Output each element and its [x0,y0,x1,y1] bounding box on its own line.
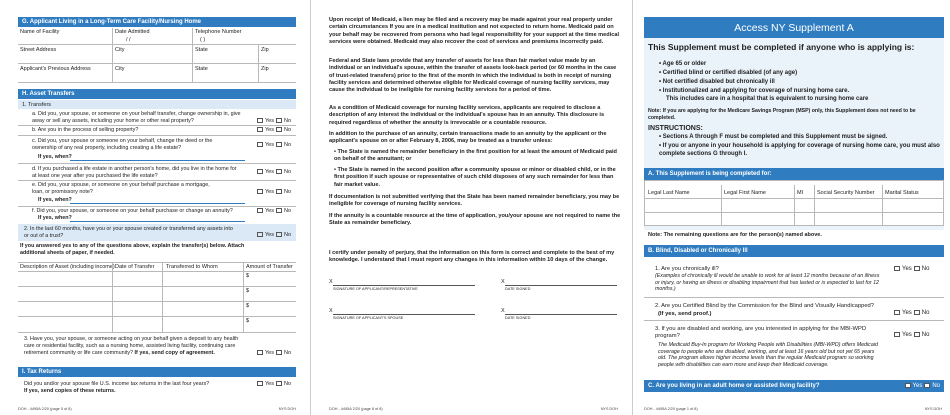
question-b2-proof: (If yes, send proof.) [658,311,712,317]
yes-checkbox[interactable] [257,189,263,194]
yes-checkbox[interactable] [257,169,263,174]
divider [644,320,944,321]
yes-checkbox[interactable] [905,383,911,388]
yes-checkbox[interactable] [257,208,263,213]
criteria-2-text: Certified blind or certified disabled (of any age) [662,70,798,76]
divider [112,262,113,332]
yes-label: Yes [902,310,912,317]
divider [243,262,244,332]
no-checkbox[interactable] [276,142,282,147]
col-amount: Amount of Transfer [246,264,293,270]
supplement-heading: This Supplement must be completed if anyone who is applying is: [648,42,915,52]
section-g-title: G. Applicant Living in a Long-Term Care Facility/Nursing Home [22,19,202,25]
instruction-1-text: Sections A through F must be completed and this Supplement must be signed. [662,134,888,140]
form-page-8 [317,0,633,415]
annuity-paragraph: As a condition of Medicaid coverage for nursing facility services, applicants are required to disclose a description of any interest the individual or the individual's spouse has in an annuity. This disclosure is required regardless of whether the annuity is irrevocable or a countable resource. [329,105,605,126]
divider [794,185,795,226]
no-label: No [283,232,292,238]
supplement-title-bar [644,17,944,38]
question-b2: 2. Are you Certified Blind by the Commission for the Blind and Visually Handicapped? [655,303,875,309]
divider [192,45,193,63]
yes-label: Yes [265,232,274,238]
bullet-dot: • [659,61,663,67]
yes-label: Yes [265,208,274,214]
annuity-transaction-paragraph: In addition to the purchase of an annuity, certain transactions made to an annuity by the applicant or the applicant's spouse on or after February 8, 2006, may be treated as a transfer unless: [329,131,607,145]
amount-cell[interactable]: $ [246,318,250,324]
criteria-2 [659,69,797,77]
amount-cell[interactable]: $ [246,303,250,309]
question-1e-when: If yes, when? [38,197,72,203]
yes-label: Yes [265,169,274,175]
no-label: No [283,208,292,214]
divider [18,63,296,64]
yes-checkbox[interactable] [894,310,900,315]
divider [192,28,193,44]
no-label: No [283,169,292,175]
yes-checkbox[interactable] [894,266,900,271]
state-label: State [195,47,208,53]
divider [18,286,296,287]
divider [18,125,296,126]
no-checkbox[interactable] [276,350,282,355]
question-b3: 3. If you are disabled and working, are you interested in applying for the MBI-WPD program? [655,326,867,340]
no-label: No [283,381,292,387]
no-checkbox[interactable] [914,332,920,337]
when-input-1f[interactable] [70,221,245,222]
instruction-1 [659,133,941,141]
section-g-header [18,17,296,27]
divider [644,212,944,213]
divider [18,44,296,45]
no-label: No [921,310,930,317]
bullet-dot: • [659,134,663,140]
no-checkbox[interactable] [924,383,930,388]
section-h-header [18,89,296,99]
state-label: State [195,66,208,72]
previous-address-label: Applicant's Previous Address [20,66,91,72]
criteria-3 [659,78,775,86]
section-c-header [644,380,944,392]
yes-no-1e[interactable] [255,189,291,195]
col-mi: MI [797,190,804,196]
transfers-label: 1. Transfers [22,101,52,108]
countable-paragraph: If the annuity is a countable resource at the time of application, you/your spouse are not required to name the State as remainder beneficiary. [329,213,621,227]
yes-no-tax[interactable] [255,381,291,387]
yes-no-1b[interactable] [255,127,291,133]
footer-left: DOH - 4495A 2/20 (page 5 of 8) [18,407,72,411]
question-2: 2. In the last 60 months, have you or your spouse created or transferred any assets into or out of a trust? [24,226,233,239]
yes-checkbox[interactable] [257,381,263,386]
lien-paragraph: Upon receipt of Medicaid, a lien may be filed and a recovery may be made against your real property under certain circumstances If you are in a medical institution and not expected to return home. Medicaid paid on your behalf may be recovered from persons who had legal responsibility for your support at the time medical services were obtained. Medicaid may also recover the cost of services and premiums incorrectly paid. [329,17,620,45]
question-1d: d. If you purchased a life estate in another person's home, did you live in the home for at least one year after you purchased the life estate? [32,166,237,179]
no-checkbox[interactable] [276,169,282,174]
transfers-subheader [18,100,296,109]
question-1e: e. Did you, your spouse, or someone on your behalf purchase a mortgage, loan, or promissory note? [32,182,210,195]
divider [112,64,113,82]
divider [18,262,296,263]
footer-right: NYS DOH [924,407,942,411]
date-x: X [501,279,505,285]
divider [112,28,113,44]
date-signed-label: DATE SIGNED [505,316,531,320]
yes-label: Yes [912,383,923,390]
divider [112,45,113,63]
remaining-note: Note: The remaining questions are for the person(s) named above. [648,232,822,238]
question-b1: 1. Are you chronically ill? [655,266,719,272]
divider [18,82,296,83]
divider [721,185,722,226]
divider [18,332,296,333]
divider [258,45,259,63]
criteria-1 [659,60,706,68]
form-page-1 [639,0,950,415]
divider [258,64,259,82]
zip-label: Zip [261,47,269,53]
street-address-label: Street Address [20,47,57,53]
telephone-label: Telephone Number [195,29,242,35]
divider [814,185,815,226]
divider [18,163,296,164]
explain-instructions: If you answered yes to any of the questions above, explain the transfer(s) below. Attach additional sheets of paper, if needed. [20,243,245,256]
section-h-title: H. Asset Transfers [22,91,75,97]
question-3 [24,336,246,356]
instruction-2-text: If you or anyone in your household is applying for coverage of nursing home care, you must also complete sections G through I. [659,143,940,158]
amount-cell[interactable]: $ [246,273,250,279]
question-tax: Did you and/or your spouse file U.S. income tax returns in the last four years? [24,381,210,387]
divider [644,198,944,199]
yes-checkbox[interactable] [894,332,900,337]
yes-label: Yes [902,332,912,339]
bullet-2 [334,167,618,189]
criteria-1-text: Age 65 or older [662,61,707,67]
bullet-dot: • [659,88,663,94]
criteria-3-text: Not certified disabled but chronically ill [662,79,775,85]
yes-label: Yes [265,142,274,148]
divider [644,297,944,298]
divider [18,180,296,181]
question-3-bold: If yes, send copy of agreement. [134,349,215,356]
divider [18,316,296,317]
no-label: No [932,383,940,390]
no-label: No [921,266,930,273]
date-line-spouse[interactable] [505,314,617,315]
bullet-2-text: The State is named in the second position after a community spouse or minor or disabled child, or in the first position if such spouse or representative of such child disposes of any such remainder for less than fair market value. [334,167,616,188]
no-label: No [283,189,292,195]
footer-right: NYS DOH [600,407,618,411]
divider [18,135,296,136]
question-1c: c. Did you, your spouse or someone on your behalf, change the deed or the ownership of any real property, including creating a life estate? [32,138,213,151]
no-checkbox[interactable] [276,232,282,237]
section-a-title: A. This Supplement is being completed for: [648,171,772,177]
bullet-dot: • [659,79,663,85]
no-checkbox[interactable] [276,208,282,213]
city-label: City [115,66,125,72]
section-i-header [18,367,296,377]
bullet-dot: • [334,149,338,155]
instruction-2 [659,142,941,158]
question-b3-info: The Medicaid Buy-In program for Working People with Disabilities (MBI-WPD) offers Medicaid coverage to people who are disabled, working, and at least 16 years old but not yet 65 years old. The program allows higher income levels than the regular Medicaid program so working people with disabilities can earn more and keep their Medicaid coverage. [658,342,878,368]
question-3-text: 3. Have you, your spouse, or someone acting on your behalf given a deposit to any health care or residential facility, such as a nursing home, assisted living facility, continuing care retirement community or life care community? [24,336,239,356]
documentation-paragraph: If documentation is not submitted verifying that the State has been named remainder beneficiary, you may be ineligible for coverage of nursing facility services. [329,194,620,208]
no-checkbox[interactable] [914,310,920,315]
facility-name-label: Name of Facility [20,29,60,35]
col-last-name: Legal Last Name [648,190,690,196]
yes-label: Yes [902,266,912,273]
instructions-heading: INSTRUCTIONS: [648,125,703,132]
certification-paragraph: I certify under penalty of perjury, that the information on this form is correct and complete to the best of my knowledge. I understand that I must report any changes in this information within 10 days of the change. [329,250,615,264]
signature-line-applicant[interactable] [333,285,475,286]
yes-no-1a[interactable] [255,118,291,124]
signature-line-spouse[interactable] [333,314,475,315]
yes-label: Yes [265,350,274,356]
city-label: City [115,47,125,53]
bullet-1 [334,149,618,164]
yes-no-1f[interactable] [255,208,291,214]
msp-note: Note: If you are applying for the Medicare Savings Program (MSP) only, this Supplement does not need to be completed. [648,108,916,122]
divider [192,64,193,82]
yes-no-b1[interactable] [892,266,929,272]
date-signed-label: DATE SIGNED [505,287,531,291]
divider [162,262,163,332]
no-label: No [283,118,292,124]
divider [882,185,883,226]
bullet-dot: • [659,143,663,149]
date-admitted-field[interactable]: / / [126,37,131,43]
signature-applicant-label: SIGNATURE OF APPLICANT/REPRESENTATIVE [333,287,418,291]
divider [18,271,296,272]
bullet-1-text: The State is named the remainder beneficiary in the first position for at least the amount of Medicaid paid on behalf of the annuitant; or [334,149,617,163]
question-1c-when: If yes, when? [38,154,72,160]
amount-cell[interactable]: $ [246,288,250,294]
footer-right: NYS DOH [278,407,296,411]
section-b-title: B. Blind, Disabled or Chronically Ill [648,248,748,254]
yes-label: Yes [265,118,274,124]
yes-no-1c[interactable] [255,142,291,148]
no-label: No [283,127,292,133]
question-1f-when: If yes, when? [38,215,72,221]
yes-checkbox[interactable] [257,350,263,355]
yes-checkbox[interactable] [257,127,263,132]
date-line-applicant[interactable] [505,285,617,286]
col-ssn: Social Security Number [817,190,875,196]
criteria-4-sub: This includes care in a hospital that is equivalent to nursing home care [666,96,869,102]
question-1b: b. Are you in the process of selling property? [32,127,139,133]
supplement-title: Access NY Supplement A [734,21,854,34]
transfer-paragraph: Federal and State laws provide that any transfer of assets for less than fair market value made by an individual or an individual's spouse, within the transfer of assets look-back period (or 60 months in the case of trust-related transfers) prior to the first of the month in which the individual is both in receipt of nursing facility services and determined otherwise eligible for Medicaid coverage of nursing facility services, may cause the individual to be ineligible for nursing facility services for a period of time. [329,58,617,94]
criteria-4-text: Institutionalized and applying for coverage of nursing home care. [662,88,850,94]
telephone-field[interactable]: ( ) [200,37,206,43]
yes-checkbox[interactable] [257,232,263,237]
no-label: No [283,142,292,148]
footer-left: DOH - 4495A 2/20 (page 1 of 8) [644,407,698,411]
divider [18,301,296,302]
yes-no-b3[interactable] [892,332,929,338]
yes-label: Yes [265,189,274,195]
yes-no-2[interactable] [255,232,291,238]
when-input-1e[interactable] [70,203,245,204]
sign-x: X [329,308,333,314]
no-checkbox[interactable] [276,127,282,132]
bullet-dot: • [659,70,663,76]
form-page-5 [0,0,311,415]
no-checkbox[interactable] [914,266,920,271]
yes-checkbox[interactable] [257,118,263,123]
yes-label: Yes [265,127,274,133]
date-admitted-label: Date Admitted [115,29,150,35]
col-description: Description of Asset (including income) [20,264,115,270]
no-label: No [283,350,292,356]
col-whom: Transferred to Whom [166,264,218,270]
zip-label: Zip [261,66,269,72]
question-b1-example: (Examples of chronically ill would be unable to work for at least 12 months because of an illness or injury, or having an illness or disabling impairment that has lasted or is expected to last for 12 months.) [655,273,880,293]
no-checkbox[interactable] [276,189,282,194]
col-date: Date of Transfer [115,264,155,270]
date-x: X [501,308,505,314]
sign-x: X [329,279,333,285]
section-b-header [644,245,944,257]
criteria-4 [659,87,849,95]
no-checkbox[interactable] [276,381,282,386]
col-marital-status: Marital Status [885,190,919,196]
yes-no-b2[interactable] [892,310,929,316]
divider [18,206,296,207]
signature-spouse-label: SIGNATURE OF APPLICANT'S SPOUSE [333,316,404,320]
col-first-name: Legal First Name [724,190,766,196]
section-i-title: I. Tax Returns [22,369,62,375]
question-1a: a. Did you, your spouse, or someone on your behalf transfer, change ownership in, give away or sell any assets, including your home or other real property? [32,111,241,124]
no-label: No [921,332,930,339]
yes-label: Yes [265,381,274,387]
section-a-header [644,168,944,180]
question-1f: f. Did you, your spouse, or someone on your behalf purchase or change an annuity? [32,208,233,214]
when-input-1c[interactable] [70,160,245,161]
no-checkbox[interactable] [276,118,282,123]
yes-no-c[interactable] [903,383,940,389]
bullet-dot: • [334,167,338,173]
yes-no-1d[interactable] [255,169,291,175]
yes-no-3[interactable] [255,350,291,356]
section-c-title: C. Are you living in an adult home or assisted living facility? [648,383,820,389]
yes-checkbox[interactable] [257,142,263,147]
footer-left: DOH - 4495A 2/20 (page 8 of 8) [329,407,383,411]
question-tax-bold: If yes, send copies of these returns. [24,388,116,394]
